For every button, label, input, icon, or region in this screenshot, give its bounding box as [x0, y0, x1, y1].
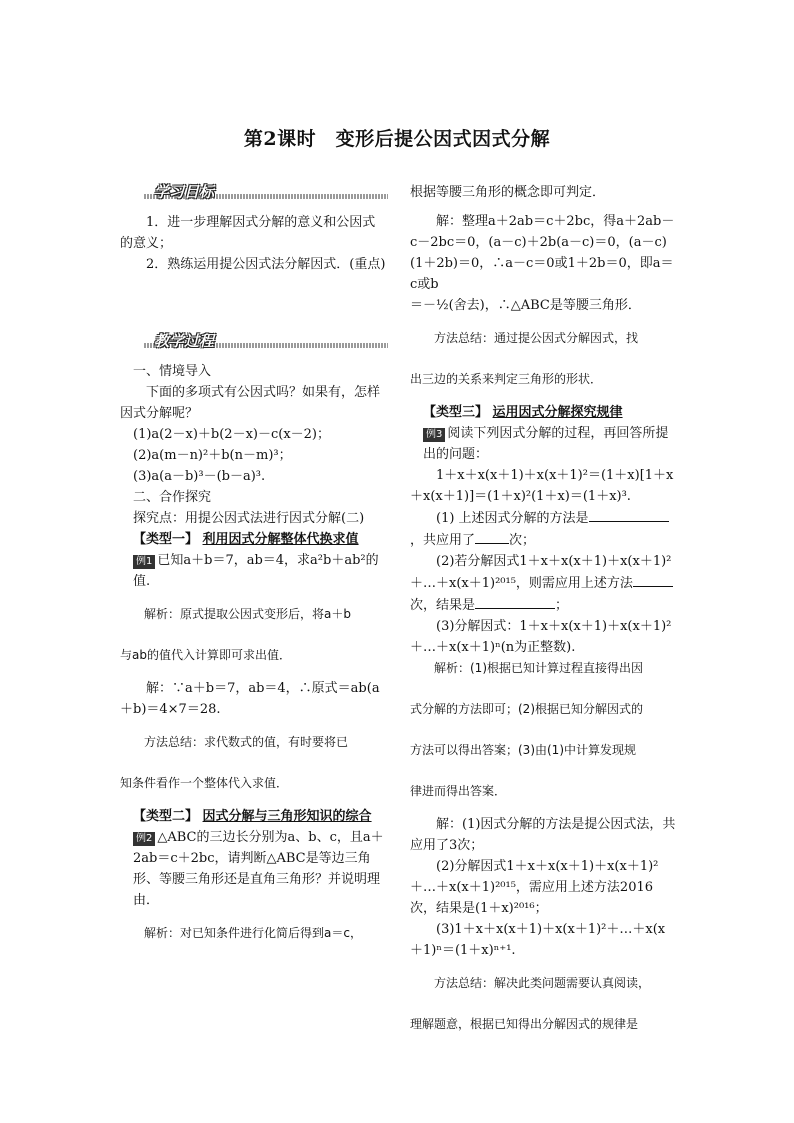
solution-3-2: (2)分解因式1＋x＋x(x＋1)＋x(x＋1)²＋…＋x(x＋1)²⁰¹⁵，需应用上述方法2016次，结果是(1＋x)²⁰¹⁶； [410, 859, 659, 916]
spacer [120, 911, 388, 923]
example-1 [120, 550, 388, 592]
example-text: 已知a＋b＝7，ab＝4，求a²b＋ab²的值. [133, 553, 379, 589]
example-badge: 例3 [423, 428, 445, 442]
type-1-heading [120, 529, 388, 550]
solution-2: 解：整理a＋2ab＝c＋2bc，得a＋2ab－c－2bc＝0，(a－c)＋2b(a－c)＝0，(a－c)(1＋2b)＝0，∴a－c＝0或1＋2b＝0，即a＝c或b [410, 214, 675, 292]
question-text: ，共应用了 [410, 533, 476, 548]
intro-text: 下面的多项式有公因式吗？如果有，怎样因式分解呢？ [120, 385, 381, 421]
goal-2: 2．熟练运用提公因式法分解因式．(重点) [146, 257, 386, 272]
text-line: 根据等腰三角形的概念即可判定． [410, 185, 606, 200]
analysis-1b: 与ab的值代入计算即可求出值． [120, 648, 291, 662]
summary-2b: 出三边的关系来判定三角形的形状． [410, 372, 603, 386]
spacer [120, 666, 388, 678]
banner-label: 教学过程 [154, 332, 215, 350]
analysis-3d: 律进而得出答案． [410, 784, 507, 798]
banner-label: 学习目标 [154, 183, 215, 201]
right-column [410, 182, 676, 1035]
type-title: 因式分解与三角形知识的综合 [202, 809, 372, 824]
type-2-heading [120, 806, 388, 827]
example-text: 阅读下列因式分解的过程，再回答所提出的问题： [423, 426, 669, 462]
example-text: △ABC的三边长分别为a、b、c，且a＋2ab＝c＋2bc，请判断△ABC是等边三角形、等腰三角形还是直角三角形？并说明理由． [133, 830, 384, 908]
expression-2: (2)a(m－n)²＋b(n－m)³； [133, 448, 292, 463]
spacer [410, 349, 676, 369]
solution-3-1: 解：(1)因式分解的方法是提公因式法，共应用了3次； [410, 817, 676, 853]
answer-blank[interactable] [475, 529, 509, 544]
spacer [120, 794, 388, 806]
expression-3: (3)a(a－b)³－(b－a)³. [133, 469, 266, 484]
spacer [410, 994, 676, 1014]
summary-3a: 方法总结：解决此类问题需要认真阅读， [434, 976, 651, 990]
expression-1: (1)a(2－x)＋b(2－x)－c(x－2)； [133, 427, 331, 442]
formula: 1＋x＋x(x＋1)＋x(x＋1)²＝(1＋x)[1＋x＋x(x＋1)]＝(1＋x)²(1＋x)＝(1＋x)³. [410, 468, 674, 504]
spacer [410, 720, 676, 740]
analysis-3c: 方法可以得出答案；(3)由(1)中计算发现规 [410, 743, 636, 757]
example-3 [410, 423, 676, 465]
section-heading: 一、情境导入 [133, 364, 212, 379]
spacer [120, 753, 388, 773]
question-text: 次，结果是 [410, 598, 476, 613]
summary-2a: 方法总结：通过提公因式分解因式，找 [434, 331, 639, 345]
spacer [410, 961, 676, 973]
analysis-3a: 解析：(1)根据已知计算过程直接得出因 [434, 661, 643, 675]
analysis-3b: 式分解的方法即可；(2)根据已知分解因式的 [410, 702, 643, 716]
spacer [120, 592, 388, 604]
page-title: 第2课时 变形后提公因式因式分解 [243, 128, 551, 150]
left-column [120, 182, 388, 944]
example-badge: 例1 [133, 555, 155, 569]
type-title: 运用因式分解探究规律 [492, 405, 623, 420]
example-badge: 例2 [133, 832, 155, 846]
spacer [410, 761, 676, 781]
solution-1: 解：∵a＋b＝7，ab＝4，∴原式＝ab(a＋b)＝4×7＝28. [120, 681, 380, 717]
spacer [410, 390, 676, 402]
goal-1: 1．进一步理解因式分解的意义和公因式的意义； [120, 215, 376, 251]
type-tag: 【类型三】 [423, 405, 489, 420]
spacer [410, 802, 676, 814]
explore-point: 探究点：用提公因式法进行因式分解(二) [133, 511, 365, 526]
example-2 [120, 827, 388, 911]
answer-blank[interactable] [633, 572, 673, 587]
spacer [410, 316, 676, 328]
type-title: 利用因式分解整体代换求值 [202, 532, 359, 547]
section-banner-goals [120, 182, 388, 204]
solution-3-3: (3)1＋x＋x(x＋1)＋x(x＋1)²＋…＋x(x＋1)ⁿ＝(1＋x)ⁿ⁺¹. [410, 922, 666, 958]
spacer [410, 679, 676, 699]
question-text: (1) 上述因式分解的方法是 [436, 511, 589, 526]
spacer [120, 625, 388, 645]
question-2 [410, 551, 676, 616]
question-3: (3)分解因式：1＋x＋x(x＋1)＋x(x＋1)²＋…＋x(x＋1)ⁿ(n为正整数). [410, 619, 672, 655]
type-3-heading [410, 402, 676, 423]
question-text: ； [555, 598, 569, 613]
question-1 [410, 507, 676, 551]
type-tag: 【类型一】 [133, 532, 199, 547]
solution-2b: ＝－½(舍去)，∴△ABC是等腰三角形． [410, 298, 641, 313]
analysis-1a: 解析：原式提取公因式变形后，将a＋b [144, 607, 351, 621]
answer-blank[interactable] [589, 507, 669, 522]
section-heading: 二、合作探究 [133, 490, 212, 505]
question-text: (2)若分解因式1＋x＋x(x＋1)＋x(x＋1)²＋…＋x(x＋1)²⁰¹⁵，则需应用上述方法 [410, 554, 672, 591]
section-banner-process [120, 331, 388, 353]
summary-3b: 理解题意，根据已知得出分解因式的规律是 [410, 1017, 639, 1031]
spacer [120, 720, 388, 732]
answer-blank[interactable] [475, 594, 555, 609]
question-text: 次； [509, 533, 536, 548]
analysis-2: 解析：对已知条件进行化简后得到a＝c， [144, 926, 362, 940]
type-tag: 【类型二】 [133, 809, 199, 824]
summary-1a: 方法总结：求代数式的值，有时要将已 [144, 735, 349, 749]
summary-1b: 知条件看作一个整体代入求值． [120, 776, 289, 790]
